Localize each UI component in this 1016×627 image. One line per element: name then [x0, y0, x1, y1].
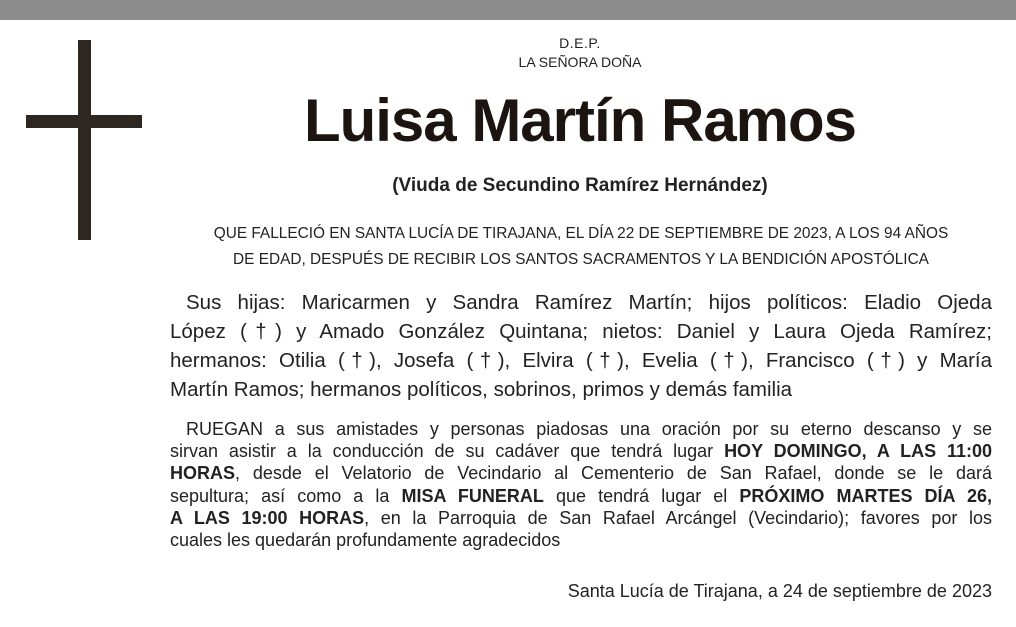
ruegan-line-5 — [170, 507, 992, 529]
mass-date-highlight: PRÓXIMO MARTES DÍA 26, — [739, 485, 992, 506]
ruegan-line-1 — [170, 418, 992, 440]
death-announcement-line-1: QUE FALLECIÓ EN SANTA LUCÍA DE TIRAJANA, EL DÍA 22 DE SEPTIEMBRE DE 2023, A LOS 94 AÑOS — [213, 225, 949, 242]
death-announcement-line-2: DE EDAD, DESPUÉS DE RECIBIR LOS SANTOS SACRAMENTOS Y LA BENDICIÓN APOSTÓLICA — [233, 251, 929, 268]
family-paragraph — [170, 288, 992, 404]
family-line-4: Martín Ramos; hermanos políticos, sobrinos, primos y demás familia — [170, 378, 793, 401]
title-senora: LA SEÑORA DOÑA — [518, 54, 642, 70]
ruegan-text: sirvan asistir a la conducción de su cadáver que tendrá lugar — [170, 441, 725, 462]
funeral-time-highlight: HORAS — [170, 463, 236, 484]
dep-heading: D.E.P. — [559, 35, 601, 51]
obituary-card — [0, 20, 1016, 627]
ruegan-text: RUEGAN a sus amistades y personas piadosas una oración por su eterno descanso y se — [186, 419, 992, 439]
funeral-time-highlight: HOY DOMINGO, A LAS 11:00 — [724, 441, 993, 462]
ruegan-line-2 — [170, 440, 992, 462]
ruegan-text: , en la Parroquia de San Rafael Arcángel (Vecindario); favores por los — [364, 507, 992, 528]
ruegan-line-4 — [170, 485, 992, 507]
death-announcement — [166, 221, 996, 273]
cross-icon — [26, 40, 142, 240]
ruegan-text: , desde el Velatorio de Vecindario al Cementerio de San Rafael, donde se le dará — [235, 463, 992, 484]
place-date: Santa Lucía de Tirajana, a 24 de septiembre de 2023 — [567, 581, 992, 601]
ruegan-line-3 — [170, 462, 992, 484]
ruegan-text: que tendrá lugar el — [543, 485, 740, 506]
widow-of: (Viuda de Secundino Ramírez Hernández) — [392, 175, 768, 196]
cross-horizontal-bar — [26, 115, 142, 128]
mass-highlight: MISA FUNERAL — [401, 485, 544, 506]
family-line-1: Sus hijas: Maricarmen y Sandra Ramírez Martín; hijos políticos: Eladio Ojeda — [186, 291, 992, 314]
ruegan-text: cuales les quedarán profundamente agradecidos — [170, 530, 561, 551]
deceased-name: Luisa Martín Ramos — [303, 87, 857, 154]
ruegan-line-6 — [170, 529, 992, 551]
ruegan-paragraph — [170, 418, 992, 551]
cross-vertical-bar — [78, 40, 91, 240]
ruegan-text: sepultura; así como a la — [170, 485, 402, 506]
mass-time-highlight: A LAS 19:00 HORAS — [170, 507, 365, 528]
family-line-2: López (†) y Amado González Quintana; nietos: Daniel y Laura Ojeda Ramírez; — [170, 320, 992, 343]
family-line-3: hermanos: Otilia (†), Josefa (†), Elvira (†), Evelia (†), Francisco (†) y María — [170, 349, 992, 372]
